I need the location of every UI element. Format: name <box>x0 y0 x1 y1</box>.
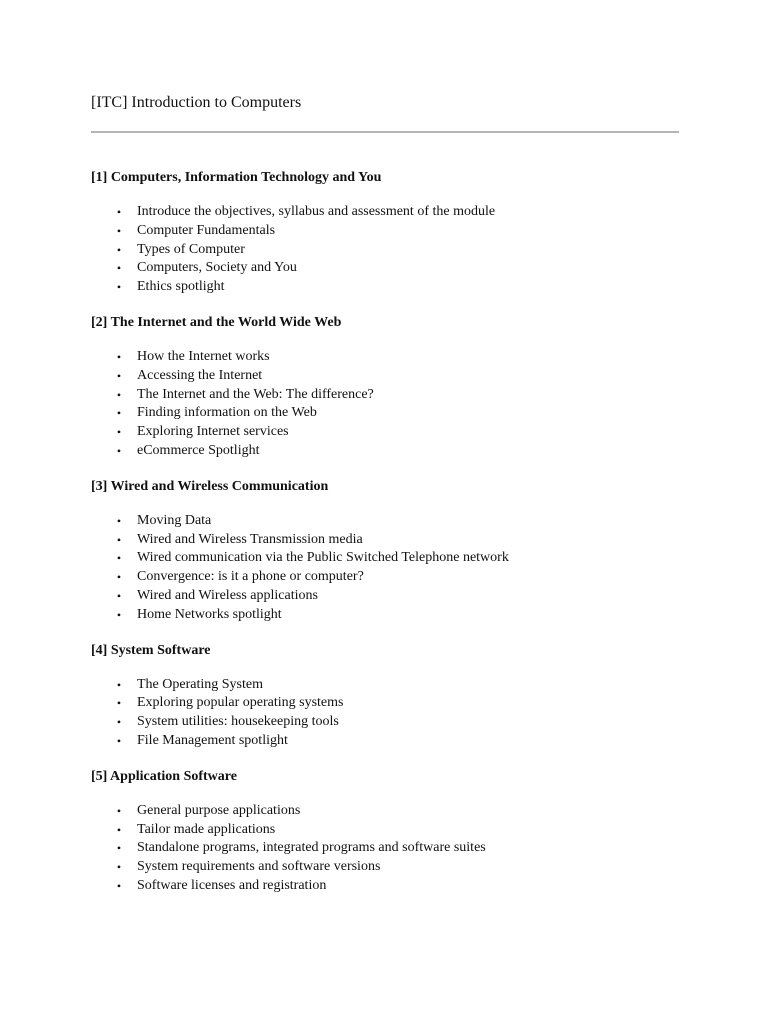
list-item-text: Computers, Society and You <box>137 260 297 276</box>
list-item <box>91 877 681 896</box>
bullet-icon: • <box>116 368 122 383</box>
list-item <box>91 606 681 625</box>
list-item <box>91 587 681 606</box>
bullet-icon: • <box>116 715 122 730</box>
bullet-icon: • <box>116 551 122 566</box>
list-item-text: Software licenses and registration <box>137 877 327 893</box>
bullet-icon: • <box>116 387 122 402</box>
list-item-text: Exploring Internet services <box>137 424 289 440</box>
section-heading: [4] System Software <box>91 642 211 658</box>
document-title: [ITC] Introduction to Computers <box>91 94 302 111</box>
section-3 <box>91 477 681 625</box>
bullet-icon: • <box>116 803 122 818</box>
bullet-icon: • <box>116 261 122 276</box>
list-item-text: File Management spotlight <box>137 732 288 748</box>
section-item-list <box>91 203 681 297</box>
bullet-icon: • <box>116 860 122 875</box>
list-item-text: Standalone programs, integrated programs and software suites <box>137 840 486 856</box>
bullet-icon: • <box>116 205 122 219</box>
section-4 <box>91 641 681 751</box>
list-item <box>91 348 681 367</box>
list-item <box>91 531 681 550</box>
list-item-text: Exploring popular operating systems <box>137 695 344 711</box>
list-item <box>91 386 681 405</box>
bullet-icon: • <box>116 443 122 458</box>
list-item <box>91 713 681 732</box>
list-item-text: Types of Computer <box>137 241 245 257</box>
bullet-icon: • <box>116 696 122 711</box>
bullet-icon: • <box>116 677 122 692</box>
list-item <box>91 203 681 222</box>
sections-container <box>91 168 681 912</box>
section-item-list <box>91 512 681 625</box>
list-item-text: Home Networks spotlight <box>137 606 282 622</box>
bullet-icon: • <box>116 280 122 295</box>
bullet-icon: • <box>116 532 122 547</box>
bullet-icon: • <box>116 733 122 748</box>
list-item <box>91 802 681 821</box>
bullet-icon: • <box>116 878 122 893</box>
list-item <box>91 222 681 241</box>
section-1 <box>91 168 681 297</box>
section-item-list <box>91 348 681 461</box>
list-item-text: The Operating System <box>137 676 263 692</box>
bullet-icon: • <box>116 349 122 364</box>
list-item <box>91 549 681 568</box>
list-item-text: Introduce the objectives, syllabus and assessment of the module <box>137 204 496 219</box>
list-item-text: Accessing the Internet <box>137 367 263 383</box>
list-item <box>91 512 681 531</box>
section-heading: [2] The Internet and the World Wide Web <box>91 314 342 330</box>
list-item <box>91 423 681 442</box>
list-item <box>91 821 681 840</box>
list-item-text: Tailor made applications <box>137 821 276 837</box>
list-item <box>91 259 681 278</box>
list-item-text: Wired and Wireless applications <box>137 587 318 603</box>
section-item-list <box>91 802 681 896</box>
bullet-icon: • <box>116 513 122 528</box>
list-item-text: Finding information on the Web <box>137 405 317 421</box>
list-item-text: Wired communication via the Public Switched Telephone network <box>137 550 509 566</box>
list-item-text: Wired and Wireless Transmission media <box>137 531 363 547</box>
section-5 <box>91 767 681 896</box>
list-item <box>91 241 681 260</box>
bullet-icon: • <box>116 242 122 257</box>
list-item-text: System requirements and software versions <box>137 859 381 875</box>
list-item <box>91 404 681 423</box>
list-item <box>91 442 681 461</box>
list-item <box>91 568 681 587</box>
list-item <box>91 839 681 858</box>
list-item <box>91 367 681 386</box>
list-item-text: The Internet and the Web: The difference? <box>137 386 374 402</box>
list-item-text: General purpose applications <box>137 802 301 818</box>
list-item-text: Ethics spotlight <box>137 279 225 295</box>
section-heading: [5] Application Software <box>91 768 237 784</box>
bullet-icon: • <box>116 570 122 585</box>
list-item-text: How the Internet works <box>137 348 270 364</box>
list-item-text: System utilities: housekeeping tools <box>137 714 339 730</box>
section-heading: [3] Wired and Wireless Communication <box>91 478 329 494</box>
bullet-icon: • <box>116 607 122 622</box>
list-item-text: Moving Data <box>137 512 212 528</box>
bullet-icon: • <box>116 223 122 238</box>
bullet-icon: • <box>116 406 122 421</box>
bullet-icon: • <box>116 588 122 603</box>
list-item-text: Convergence: is it a phone or computer? <box>137 569 364 585</box>
list-item-text: eCommerce Spotlight <box>137 442 260 458</box>
bullet-icon: • <box>116 841 122 856</box>
list-item-text: Computer Fundamentals <box>137 222 276 238</box>
title-divider <box>91 131 679 133</box>
section-item-list <box>91 676 681 751</box>
section-heading: [1] Computers, Information Technology and You <box>91 170 382 185</box>
bullet-icon: • <box>116 822 122 837</box>
list-item <box>91 694 681 713</box>
bullet-icon: • <box>116 425 122 440</box>
section-2 <box>91 313 681 461</box>
list-item <box>91 858 681 877</box>
list-item <box>91 278 681 297</box>
list-item <box>91 732 681 751</box>
list-item <box>91 676 681 695</box>
